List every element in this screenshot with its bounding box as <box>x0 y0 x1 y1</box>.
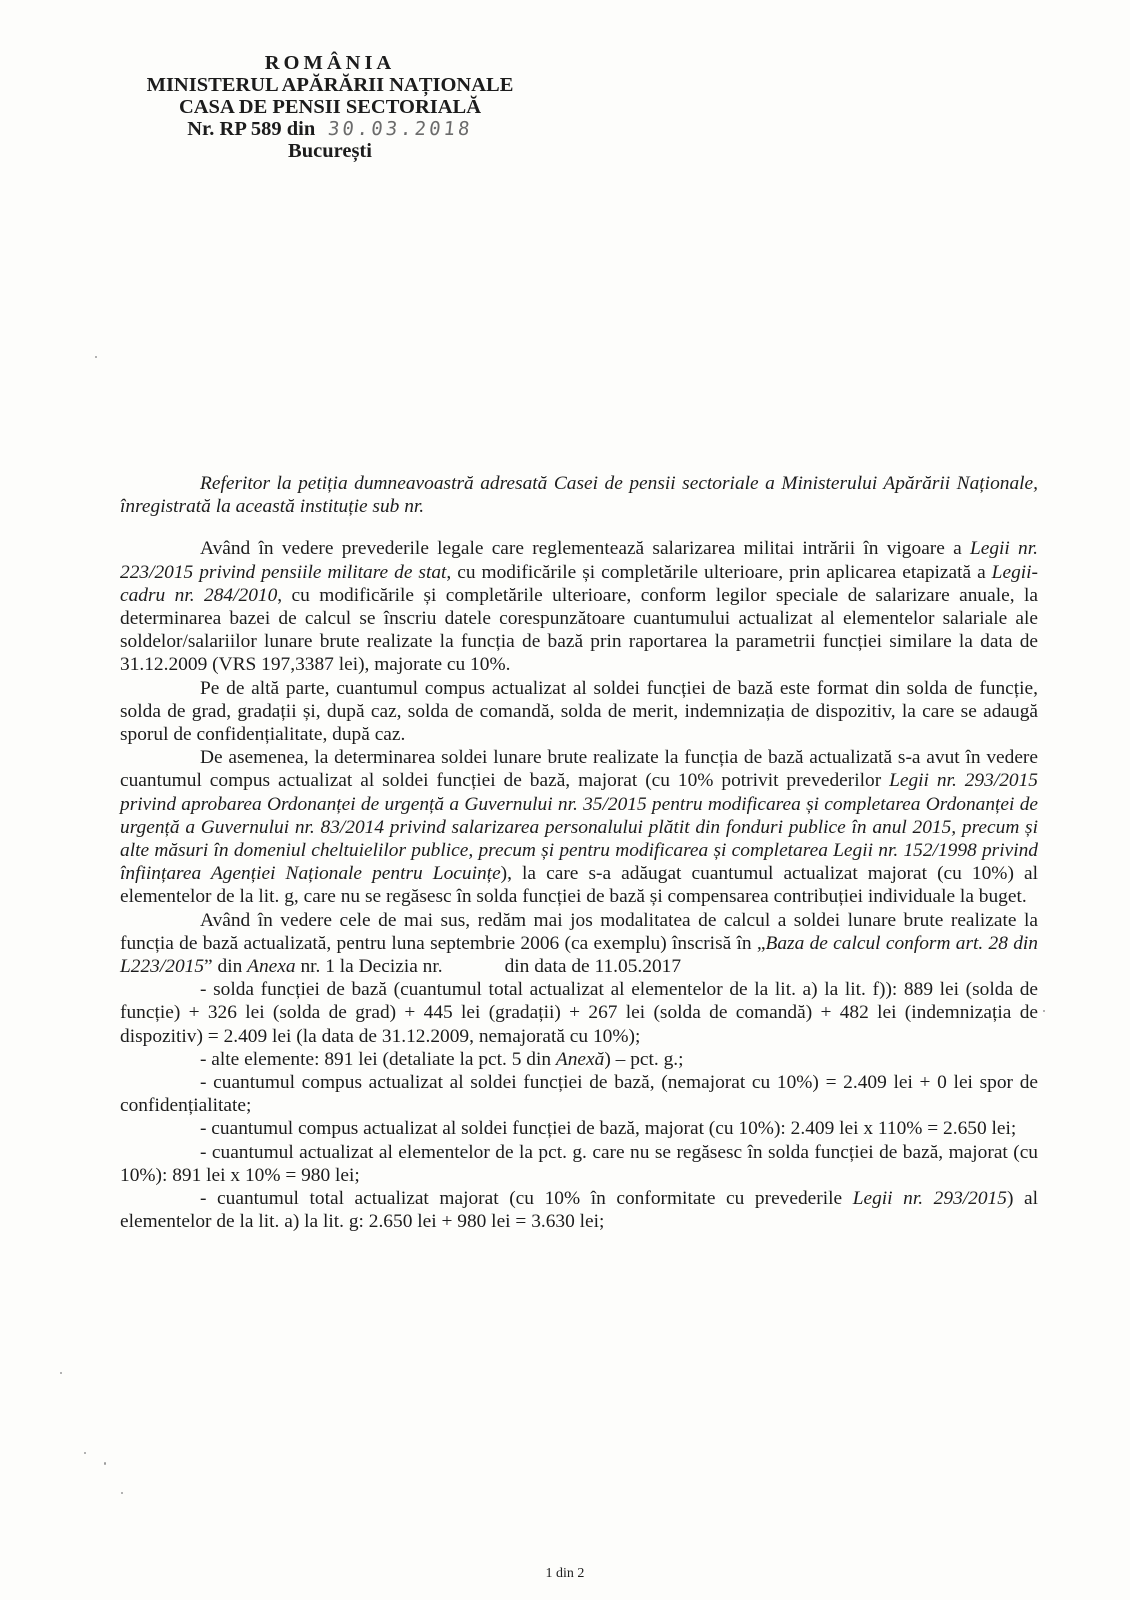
scan-speck <box>1043 1010 1045 1012</box>
text-run: - cuantumul compus actualizat al soldei funcției de bază, (nemajorat cu 10%) = 2.409 lei + 0 lei spor de confidențialitate; <box>120 1072 1038 1117</box>
date-stamp: 30.03.2018 <box>327 118 474 140</box>
scan-speck <box>104 1462 106 1465</box>
calc-item-compound-unmajored <box>120 1071 1038 1117</box>
paragraph-composition <box>120 677 1038 747</box>
text-run: , cu modificările și completările ulterioare, conform legilor speciale de salarizare anuale, la determinarea bazei de calcul se înscriu datele corespunzătoare cuantumului actualizat al elementelor salariale ale soldelor/salariilor lunare brute realizate la funcția de bază prin raportarea la parametrii funcției similare la data de 31.12.2009 (VRS 197,3387 lei), majorate cu 10%. <box>120 584 1038 676</box>
letter-body <box>120 472 1038 1234</box>
document-reference: Baza de calcul conform art. 28 din L223/2015 <box>120 932 1038 978</box>
calc-item-total <box>120 1187 1038 1233</box>
text-run: ) – pct. g.; <box>604 1048 684 1070</box>
page-number: 1 din 2 <box>545 1566 585 1581</box>
ministry-name: MINISTERUL APĂRĂRII NAȚIONALE <box>146 74 514 96</box>
paragraph-legal-basis <box>120 537 1038 676</box>
text-run: ” din <box>204 956 248 978</box>
scan-speck <box>60 1372 62 1374</box>
text-run: - cuantumul compus actualizat al soldei funcției de bază, majorat (cu 10%): 2.409 lei x 110% = 2.650 lei; <box>200 1118 1017 1140</box>
calc-item-base-pay <box>120 978 1038 1048</box>
registration-number: Nr. RP 589 din <box>187 118 316 140</box>
paragraph-calculation-intro <box>120 909 1038 979</box>
text-run: Având în vedere cele de mai sus, redăm mai jos modalitatea de calcul a soldei lunare brute realizate la funcția de bază actualizată, pentru luna septembrie 2006 (ca exemplu) înscrisă în „ <box>120 909 1038 954</box>
text-run: ), la care s-a adăugat cuantumul actualizat majorat (cu 10%) al elementelor de la lit. g, care nu se regăsesc în solda funcției de bază și compensarea contribuției individuale la buget. <box>120 863 1038 908</box>
text-run: nr. 1 la Decizia nr. <box>295 956 443 978</box>
calc-item-compound-majored <box>120 1117 1038 1140</box>
calc-item-other-elements <box>120 1048 1038 1071</box>
text-run: ) al elementelor de la lit. a) la lit. g: 2.650 lei + 980 lei = 3.630 lei; <box>120 1188 1038 1233</box>
text-run: , cu modificările și completările ulterioare, prin aplicarea etapizată a <box>446 561 992 583</box>
text-run: Având în vedere prevederile legale care reglementează salarizarea militai intrării în vigoare a <box>200 538 970 560</box>
paragraph-determination <box>120 746 1038 908</box>
paragraph-intro <box>120 472 1038 518</box>
scan-speck <box>84 1452 86 1454</box>
registration-line <box>110 118 550 140</box>
intro-text: Referitor la petiția dumneavoastră adresată Casei de pensii sectoriale a Ministerului Apărării Naționale, înregistrată la această instituție sub nr. <box>120 473 1038 518</box>
law-reference: Legii nr. 293/2015 <box>852 1188 1007 1210</box>
text-run: - cuantumul total actualizat majorat (cu 10% în conformitate cu prevederile <box>200 1188 853 1210</box>
country-name: ROMÂNIA <box>264 52 396 74</box>
law-reference: Legii nr. 293/2015 privind aprobarea Ordonanței de urgență a Guvernului nr. 35/2015 pentru modificarea și completarea Ordonanței de urgență a Guvernului nr. 83/2014 privind salarizarea personalului plătit din fonduri publice în anul 2015, precum și alte măsuri în domeniul cheltuielilor publice, precum și pentru modificarea și completarea Legii nr. 152/1998 privind înființarea Agenției Naționale pentru Locuințe <box>120 770 1038 885</box>
law-reference: Legii-cadru nr. 284/2010 <box>120 561 1038 606</box>
text-run: - solda funcției de bază (cuantumul total actualizat al elementelor de la lit. a) la lit. f)): 889 lei (solda de funcție) + 326 lei (solda de grad) + 445 lei (gradații) + 267 lei (solda de comandă) + 482 lei (indemnizația de dispozitiv) = 2.409 lei (la data de 31.12.2009, nemajorată cu 10%); <box>120 979 1038 1047</box>
text-run: Pe de altă parte, cuantumul compus actualizat al soldei funcției de bază este format din solda de funcție, solda de grad, gradații și, după caz, solda de comandă, solda de merit, indemnizația de dispozitiv, la care se adaugă sporul de confidențialitate, după caz. <box>120 677 1038 746</box>
scan-speck <box>95 356 97 358</box>
text-run: - cuantumul actualizat al elementelor de la pct. g. care nu se regăsesc în solda funcției de bază, majorat (cu 10%): 891 lei x 10% = 980 lei; <box>120 1141 1038 1186</box>
text-run: - alte elemente: 891 lei (detaliate la pct. 5 din <box>200 1048 556 1070</box>
text-run: De asemenea, la determinarea soldei lunare brute realizate la funcția de bază actualizată s-a avut în vedere cuantumul compus actualizat al soldei funcției de bază, majorat (cu 10% potrivit prevederilor <box>120 747 1038 792</box>
annex-reference: Anexă <box>555 1048 605 1070</box>
city: București <box>288 140 372 162</box>
scan-speck <box>121 1492 123 1494</box>
institution-name: CASA DE PENSII SECTORIALĂ <box>178 96 482 118</box>
calc-item-elements-g <box>120 1141 1038 1187</box>
law-reference: Legii nr. 223/2015 privind pensiile militare de stat <box>120 538 1038 583</box>
annex-reference: Anexa <box>247 956 296 978</box>
letterhead <box>110 52 550 162</box>
text-run: din data de 11.05.2017 <box>504 956 682 978</box>
